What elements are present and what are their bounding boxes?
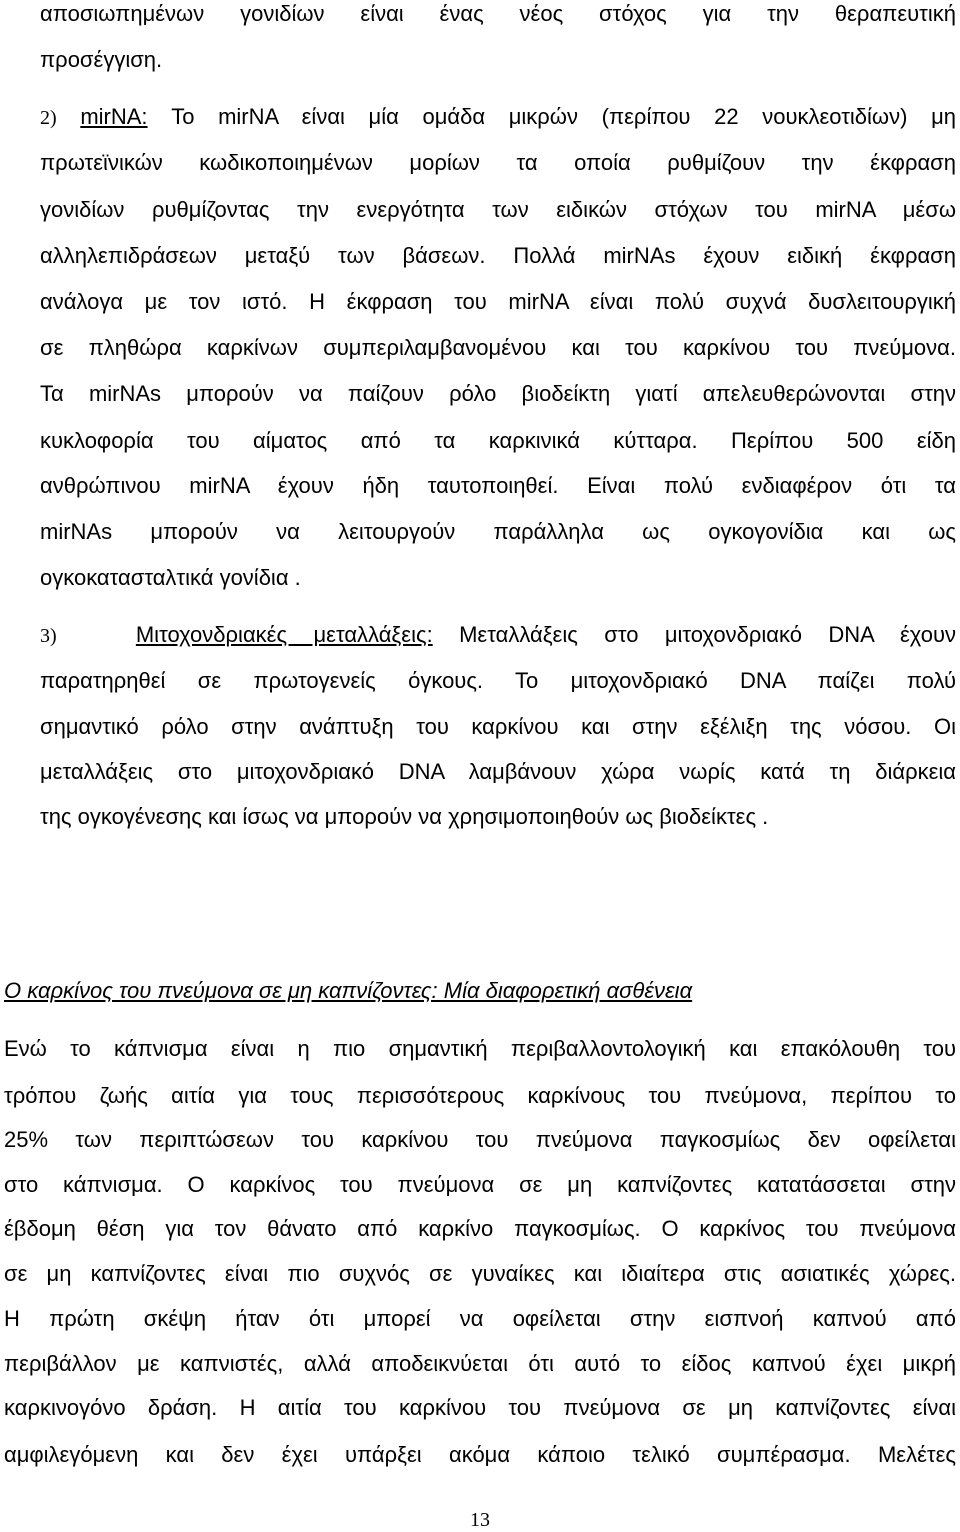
list-item-title: mirNA:: [80, 104, 148, 129]
paragraph-line: έβδομη θέση για τον θάνατο από καρκίνο παγκοσμίως. Ο καρκίνος του πνεύμονα: [4, 1216, 956, 1241]
paragraph-line: γονιδίων ρυθμίζοντας την ενεργότητα των ειδικών στόχων του mirNA μέσω: [40, 197, 956, 222]
list-number: 2): [40, 107, 57, 129]
paragraph-line: ανάλογα με τον ιστό. Η έκφραση του mirNA είναι πολύ συχνά δυσλειτουργική: [40, 289, 956, 314]
paragraph-line: αλληλεπιδράσεων μεταξύ των βάσεων. Πολλά mirNAs έχουν ειδική έκφραση: [40, 243, 956, 268]
paragraph-line: σημαντικό ρόλο στην ανάπτυξη του καρκίνου και στην εξέλιξη της νόσου. Οι: [40, 714, 956, 739]
paragraph-line: ογκοκατασταλτικά γονίδια .: [40, 565, 301, 590]
paragraph-line: παρατηρηθεί σε πρωτογενείς όγκους. Το μιτοχονδριακό DNA παίζει πολύ: [40, 668, 956, 693]
paragraph-line: αμφιλεγόμενη και δεν έχει υπάρξει ακόμα κάποιο τελικό συμπέρασμα. Μελέτες: [4, 1442, 956, 1467]
paragraph-line: Ενώ το κάπνισμα είναι η πιο σημαντική περιβαλλοντολογική και επακόλουθη του: [4, 1036, 956, 1061]
paragraph-line: Η πρώτη σκέψη ήταν ότι μπορεί να οφείλεται στην εισπνοή καπνού από: [4, 1306, 956, 1331]
list-item-title: Μιτοχονδριακές μεταλλάξεις:: [135, 622, 433, 647]
paragraph-line: περιβάλλον με καπνιστές, αλλά αποδεικνύεται ότι αυτό το είδος καπνού έχει μικρή: [4, 1351, 956, 1376]
paragraph-line: αποσιωπημένων γονιδίων είναι ένας νέος στόχος για την θεραπευτική: [40, 1, 956, 26]
paragraph-line: ανθρώπινου mirNA έχουν ήδη ταυτοποιηθεί. Είναι πολύ ενδιαφέρον ότι τα: [40, 473, 956, 498]
paragraph-line: μεταλλάξεις στο μιτοχονδριακό DNA λαμβάνουν χώρα νωρίς κατά τη διάρκεια: [40, 759, 956, 784]
paragraph-line: κυκλοφορία του αίματος από τα καρκινικά κύτταρα. Περίπου 500 είδη: [40, 428, 956, 453]
list-item-text: Το mirNA είναι μία ομάδα μικρών (περίπου 22 νουκλεοτιδίων) μη: [147, 104, 956, 129]
section-heading: Ο καρκίνος του πνεύμονα σε μη καπνίζοντες: Μία διαφορετική ασθένεια: [4, 978, 693, 1003]
paragraph-line: σε μη καπνίζοντες είναι πιο συχνός σε γυναίκες και ιδιαίτερα στις ασιατικές χώρες.: [4, 1261, 956, 1286]
paragraph-line: Τα mirNAs μπορούν να παίζουν ρόλο βιοδείκτη γιατί απελευθερώνονται στην: [40, 381, 956, 406]
list-item-first-line: [40, 103, 956, 132]
list-number: 3): [40, 625, 57, 647]
list-item-first-line: [40, 621, 956, 650]
paragraph-line: προσέγγιση.: [40, 47, 163, 72]
paragraph-line: πρωτεϊνικών κωδικοποιημένων μορίων τα οποία ρυθμίζουν την έκφραση: [40, 150, 956, 175]
paragraph-line: τρόπου ζωής αιτία για τους περισσότερους καρκίνους του πνεύμονα, περίπου το: [4, 1083, 956, 1108]
list-item-text: Μεταλλάξεις στο μιτοχονδριακό DNA έχουν: [432, 622, 956, 647]
paragraph-line: σε πληθώρα καρκίνων συμπεριλαμβανομένου και του καρκίνου του πνεύμονα.: [40, 335, 956, 360]
paragraph-line: στο κάπνισμα. Ο καρκίνος του πνεύμονα σε μη καπνίζοντες κατατάσσεται στην: [4, 1172, 956, 1197]
paragraph-line: της ογκογένεσης και ίσως να μπορούν να χρησιμοποιηθούν ως βιοδείκτες .: [40, 804, 769, 829]
page-number: 13: [470, 1509, 490, 1531]
paragraph-line: καρκινογόνο δράση. Η αιτία του καρκίνου του πνεύμονα σε μη καπνίζοντες είναι: [4, 1395, 956, 1420]
paragraph-line: 25% των περιπτώσεων του καρκίνου του πνεύμονα παγκοσμίως δεν οφείλεται: [4, 1127, 956, 1152]
paragraph-line: mirNAs μπορούν να λειτουργούν παράλληλα ως ογκογονίδια και ως: [40, 519, 956, 544]
